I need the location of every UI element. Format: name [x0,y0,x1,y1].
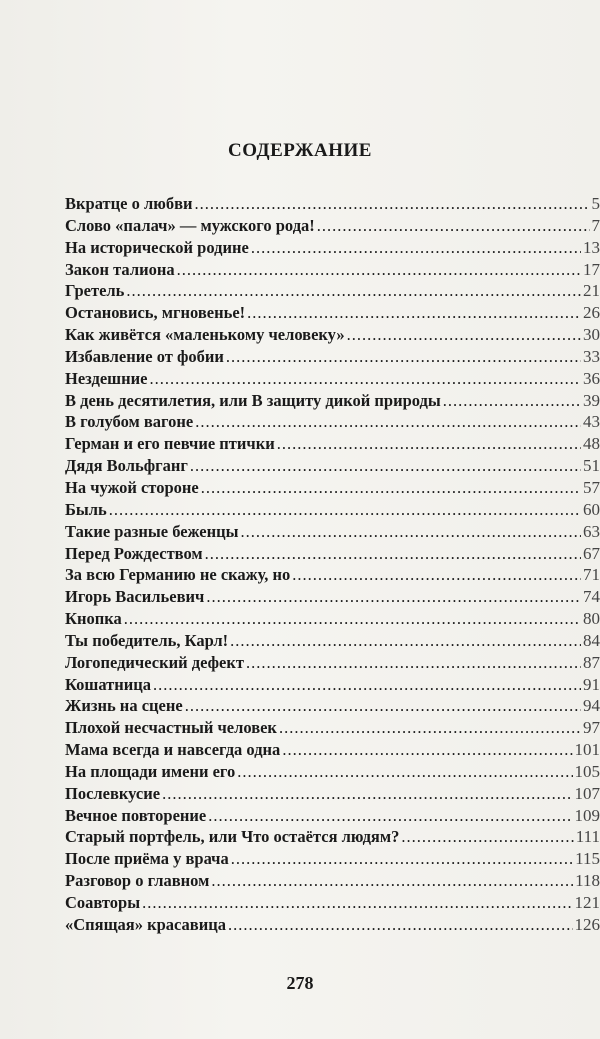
toc-entry-page: 60 [583,499,600,519]
toc-entry-page: 30 [583,325,600,345]
toc-entry [65,522,600,544]
dot-leader [185,696,581,716]
dot-leader [292,565,581,585]
dot-leader [149,369,581,389]
toc-entry [65,194,600,216]
toc-entry-title: Соавторы [65,893,141,912]
toc-entry-page: 43 [583,412,600,432]
toc-entry-page: 39 [583,390,600,410]
toc-entry [65,784,600,806]
dot-leader [177,260,581,280]
dot-leader [401,827,573,847]
dot-leader [142,893,572,913]
dot-leader [195,412,581,432]
toc-entry [65,260,600,282]
toc-entry [65,544,600,566]
toc-entry-title: Послевкусие [65,783,161,803]
toc-entry-title: В день десятилетия, или В защиту дикой природы [65,390,441,410]
toc-entry-title: Логопедический дефект [65,652,244,672]
dot-leader [201,478,581,498]
toc-entry-title: Гретель [65,281,125,301]
toc-entry-title: На площади имени его [65,761,236,781]
toc-entry-title: В голубом вагоне [65,412,194,432]
dot-leader [237,762,572,782]
dot-leader [347,325,581,345]
dot-leader [208,806,572,826]
toc-entry-title: Закон талиона [65,259,175,279]
toc-entry-page: 91 [583,674,600,694]
toc-entry [65,806,600,828]
toc-entry [65,478,600,500]
toc-entry-page: 115 [575,849,600,869]
dot-leader [251,238,581,258]
toc-entry-page: 84 [583,630,600,650]
toc-entry [65,500,600,522]
toc-entry [65,915,600,937]
toc-entry-page: 109 [574,805,600,825]
toc-entry-title: После приёма у врача [65,849,229,869]
toc-entry-page: 51 [583,456,600,476]
dot-leader [317,216,590,236]
toc-entry-title: Перед Рождеством [65,543,203,563]
toc-entry-page: 71 [583,565,600,585]
toc-entry-page: 121 [574,893,600,912]
toc-entry-title: Игорь Васильевич [65,587,205,607]
toc-entry-title: Плохой несчастный человек [65,718,277,738]
toc-entry-title: Вечное повторение [65,805,207,825]
toc-entry [65,216,600,238]
dot-leader [282,740,572,760]
toc-entry [65,718,600,740]
toc-entry-title: Кнопка [65,609,122,629]
dot-leader [211,871,573,891]
toc-entry-page: 48 [583,434,600,454]
toc-entry [65,325,600,347]
dot-leader [126,281,581,301]
dot-leader [247,303,581,323]
toc-entry-title: Слово «палач» — мужского рода! [65,215,315,235]
toc-entry [65,631,600,653]
toc-entry-page: 33 [583,346,600,366]
toc-entry-title: Ты победитель, Карл! [65,630,229,650]
toc-entry [65,412,600,434]
dot-leader [443,391,581,411]
toc-entry [65,893,600,915]
toc-entry-title: «Спящая» красавица [65,914,226,934]
toc-entry [65,434,600,456]
toc-entry-title: Старый портфель, или Что остаётся людям? [65,827,400,847]
dot-leader [246,653,581,673]
dot-leader [190,456,581,476]
toc-entry [65,456,600,478]
dot-leader [194,194,589,214]
toc-entry [65,369,600,391]
toc-entry-page: 36 [583,368,600,388]
toc-entry-page: 63 [583,521,600,541]
toc-entry-page: 21 [583,281,600,301]
toc-entry-title: Разговор о главном [65,871,210,891]
toc-entry [65,696,600,718]
toc-entry-page: 7 [591,215,600,235]
dot-leader [226,347,581,367]
toc-entry [65,675,600,697]
toc-entry [65,762,600,784]
dot-leader [206,587,581,607]
toc-entry [65,238,600,260]
toc-entry-title: Нездешние [65,368,148,388]
toc-entry-title: На чужой стороне [65,477,199,497]
toc-entry-title: Кошатница [65,674,152,694]
toc-entry [65,827,600,849]
toc-entry-title: Остановись, мгновенье! [65,303,246,323]
toc-entry-page: 107 [574,783,600,803]
toc-entry-page: 126 [574,914,600,934]
toc-entry-page: 101 [574,740,600,760]
toc-entry-page: 13 [583,237,600,257]
toc-entry [65,849,600,871]
toc-entry [65,871,600,893]
toc-entry [65,281,600,303]
toc-entry-page: 111 [575,827,600,847]
toc-entry-page: 26 [583,303,600,323]
dot-leader [277,434,581,454]
toc-entry [65,303,600,325]
toc-entry-page: 5 [591,194,600,213]
dot-leader [124,609,581,629]
toc-entry-page: 97 [583,718,600,738]
toc-entry-page: 105 [574,761,600,781]
toc-entry [65,653,600,675]
toc-entry [65,587,600,609]
dot-leader [230,631,581,651]
toc-entry [65,347,600,369]
page-number: 278 [286,973,314,993]
toc-entry [65,565,600,587]
toc-entry-page: 118 [575,871,600,891]
toc-entry-title: Избавление от фобии [65,346,224,366]
toc-entry-page: 74 [583,587,600,607]
dot-leader [279,718,581,738]
dot-leader [162,784,572,804]
toc-entry-title: Мама всегда и навсегда одна [65,740,281,760]
page-title: СОДЕРЖАНИЕ [228,140,372,161]
toc-entry-title: Быль [65,499,107,519]
dot-leader [231,849,573,869]
dot-leader [205,544,581,564]
toc-entry-page: 94 [583,696,600,716]
toc-entry [65,391,600,413]
toc-entry-title: Как живётся «маленькому человеку» [65,325,345,345]
toc-entry-page: 80 [583,609,600,629]
dot-leader [153,675,581,695]
table-of-contents [65,194,600,937]
toc-entry-page: 87 [583,652,600,672]
toc-entry-title: Жизнь на сцене [65,696,183,716]
toc-entry [65,740,600,762]
toc-entry-page: 17 [583,259,600,279]
toc-entry-title: За всю Германию не скажу, но [65,565,291,585]
toc-entry-page: 57 [583,477,600,497]
toc-entry-title: Герман и его певчие птички [65,434,275,454]
toc-entry-title: Дядя Вольфганг [65,456,188,476]
dot-leader [228,915,573,935]
dot-leader [241,522,581,542]
toc-entry-title: Вкратце о любви [65,194,193,213]
dot-leader [109,500,581,520]
toc-entry-page: 67 [583,543,600,563]
toc-entry-title: На исторической родине [65,237,249,257]
toc-entry-title: Такие разные беженцы [65,521,239,541]
toc-entry [65,609,600,631]
